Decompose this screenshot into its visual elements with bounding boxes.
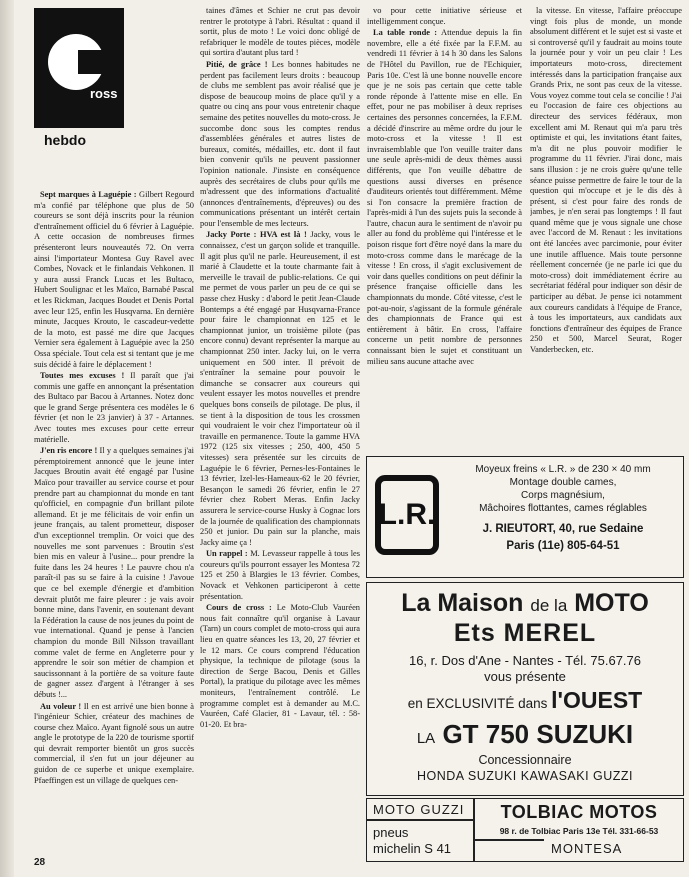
text-column-3	[367, 6, 522, 448]
paragraph-heading: Sept marques à Laguépie :	[40, 190, 137, 199]
ad2-headline	[367, 589, 683, 618]
article-paragraph	[34, 190, 194, 370]
paragraph-text: Il y a quelques semaines j'ai péremptoirement annoncé que le jeune inter Jacques Broutin avait été engagé par l'usine Maïco pour travailler au service course et pour prendre part au championnat du monde en tant qu'officiel, en compagnie d'un brillant pilote allemand. Et je me félicitais de voir enfin un jeune français, au talent prometteur, disposer d'un exceptionnel tremplin. Or voici que des nouvelles me sont parvenues : Broutin s'est bien mis en valeur à l'usine... pour prendre la fuite dans les 24 heures ! Le pauvre chou n'a paraît-il pas su se faire à la cuisine ! J'avoue que ce bel exemple d'énergie et d'ambition devrait plutôt me faire pleurer : je vais avoir bonne mine, dans l'avenir, en soutenant devant la Fédération la cause de nos jeunes du point de vue international. Quand je pense à l'ancien champion du monde Bill Nilsson travaillant comme valet de ferme en Angleterre pour y apprendre le soir son métier de champion et saucissonnant à la portière de sa voiture faute de gagner assez d'argent à l'étranger à ses débuts !...	[34, 446, 194, 699]
ad-lr-brakes	[366, 456, 684, 578]
paragraph-heading: Pitié, de grâce !	[206, 59, 268, 69]
article-paragraph	[200, 603, 360, 730]
page-number: 28	[34, 857, 46, 868]
ad2-gt-suzuki: GT 750 SUZUKI	[442, 719, 634, 749]
paragraph-heading: Au voleur !	[40, 701, 82, 711]
paragraph-text: Gilbert Regourd m'a confié par téléphone que plus de 50 coureurs se sont déjà inscrits pour la réunion d'entraînement officiel du 6 février à Laguépie. A cette occasion de nombreuses firmes présenteront leurs nouveautés 72. On verra ainsi l'importateur Montesa Guy Ravel avec Combes, Novack et le finlandais Vehkonen. Il y aura aussi Franck Lucas et les Bultaco, Hubert Soulignac et les Maïco, Barnabé Pascal et les Rickman, Jacques Boudet et Denis Portal avec leur 125, enfin les Husqvarna. En dernière minute, Jacques Krouto, le cascadeur-vedette de la moto, est passé me dire que Jacques Vernier sera également à Laguépie avec la 250 Ossa spéciale. Tout cela est si tentant que je me suis décidé à faire le déplacement !	[34, 190, 194, 369]
paragraph-heading: La table ronde :	[373, 28, 438, 38]
ad1-line-4: Mâchoires flottantes, cames réglables	[479, 503, 647, 514]
paragraph-text: la vitesse. En vitesse, l'affaire préoccupe vingt fois plus de monde, un monde absolument différent et le sujet est si vaste et si controversé qu'il y faudrait au moins toute la journée pour y voir un peu clair ! Les importateurs moto-cross, directement intéressés dans la participation française aux Grands Prix, ne sont pas ceux de la vitesse. Vous voyez comme tout cela se concilie ! J'ai eu l'occasion de faire ces objections au directeur des services fédéraux, mon excellent ami M. Renaut qui m'a paru très optimiste et qui, les invitations étant faites, m'a dit ne plus pouvoir modifier le programme du 11 février. J'irai donc, mais sans illusion : je ne crois guère qu'une telle séance puisse permettre de faire le tour de la question qui m'occupe et je le dis dès à présent, si c'est pour faire des ronds de jambes, je n'en serai pas longtemps ! Il faut quand même que je vous signale une chose avec l'accord de M. Renaut : les invitations ont été lancées avec parcimonie, pour éviter une inutile affluence. Mais toute personne réellement concernée (je ne parle ici que du moto-cross) doit immédiatement écrire au secrétariat fédéral pour indiquer son désir de participer au débat. Je pense ici notamment aux coureurs candidats à l'équipe de France, à tous les importateurs, aux candidats aux fonctions d'entraîneur des équipes de France 250 et 500, Marcel Seurat, Roger Vanderbecken, etc.	[530, 6, 682, 354]
paragraph-text: Les bonnes habitudes ne perdent pas facilement leurs droits : beaucoup de clubs me semblent pas avoir réalisé que je dispose de beaucoup moins de place qu'il y a quatre ou cinq ans pour vous entretenir chaque semaine des petites nouvelles du moto-cross. Je succombe donc sous les comptes rendus d'assemblées générales et autres listes de bureaux, comités, médailles, etc. dont il faut bien convenir qu'ils ne peuvent passionner l'opinion nationale. J'insiste en conséquence auprès des secrétaires de clubs pour qu'ils me m'adressent que des informations d'actualité (annonces d'entraînements, d'épreuves) ou des communications présentant un intérêt certain pour l'ensemble de mes lecteurs.	[200, 59, 360, 228]
paragraph-text: M. Levasseur rappelle à tous les coureurs qu'ils pourront essayer les Montesa 72 125 et 250 à Blargies le 13 février. Combes, Novack et Vehkonen participeront à cette présentation.	[200, 549, 360, 601]
ad3-tolbiac-address: 98 r. de Tolbiac Paris 13e Tél. 331-66-53	[499, 826, 659, 836]
ad1-address: J. RIEUTORT, 40, rue Sedaine	[482, 523, 644, 535]
ad2-en-exclusivite: en EXCLUSIVITÉ dans	[407, 696, 548, 711]
ad3-michelin: michelin S 41	[373, 841, 452, 856]
ad3-moto-guzzi: MOTO GUZZI	[373, 802, 465, 817]
logo-black-block	[34, 8, 124, 128]
paragraph-heading: Cours de cross :	[206, 603, 272, 613]
ad2-moto: MOTO	[574, 589, 649, 617]
ad2-presente: vous présente	[484, 669, 566, 684]
ad1-line-1: Moyeux freins « L.R. » de 230 × 40 mm	[475, 464, 651, 475]
paragraph-text: Le Moto-Club Vauréen nous fait connaître qu'il organise à Lavaur (Tarn) un cours complet de moto-cross qui aura lieu en quatre séances les 13, 20, 27 février et le 12 mars. Ce cours comprend l'éducation physique, la technique de pilotage (sous la direction de Serge Bacou, Denis et Gilles Portal), la pratique du pilotage avec les mêmes moniteurs, l'entraînement contrôlé. Le programme complet est à demander au M.C. Vauréen, Café Glacier, 81 - Lavaur, tél. : 58-01-20. Et bra-	[200, 603, 360, 729]
article-paragraph	[34, 446, 194, 700]
logo-ross-text: ross	[90, 86, 118, 101]
ad3-left-panel	[367, 799, 473, 861]
ad2-brands: HONDA SUZUKI KAWASAKI GUZZI	[416, 769, 634, 783]
ad3-divider-v	[473, 799, 475, 861]
paragraph-heading: Un rappel :	[206, 549, 248, 559]
paragraph-text: Il en est arrivé une bien bonne à l'ingénieur Schier, créateur des machines de course chez Maïco. Ayant fignolé sous un autre angle le prototype de la 220 de tourisme sportif qui devrait remporter bientôt un gros succès commercial, il s'en fut un jour déjeuner au guidon de ce superbe et unique exemplaire. Pfaeffingen est un village de quelques cen-	[34, 701, 194, 785]
ad1-line-3: Corps magnésium,	[521, 490, 605, 501]
paragraph-heading: J'en ris encore !	[40, 446, 98, 456]
paragraph-text: Il paraît que j'ai commis une gaffe en annonçant la présentation des Bultaco par Bacou à Artannes. Notez donc que le grand Serge présentera ces modèles le 6 février (et non le 23 janvier) à 37 - Artannes. Avec toutes mes excuses pour cette erreur matérielle.	[34, 371, 194, 444]
ad3-divider-h2	[474, 839, 544, 841]
page-binding-shadow	[0, 0, 14, 877]
ad1-text-block	[447, 463, 679, 553]
text-column-1	[34, 190, 194, 855]
ad3-pneus: pneus	[373, 825, 409, 840]
ad2-gt750	[367, 719, 683, 750]
text-column-4	[530, 6, 682, 448]
article-paragraph	[367, 6, 522, 27]
text-column-2	[200, 6, 360, 856]
article-paragraph	[200, 549, 360, 602]
ad2-la-maison: La Maison	[401, 589, 524, 617]
ad1-line-2: Montage double cames,	[509, 477, 617, 488]
ad3-montesa: MONTESA	[551, 841, 623, 856]
logo-hebdo-text: hebdo	[44, 132, 86, 148]
article-paragraph	[200, 230, 360, 548]
ad2-la: LA	[416, 730, 436, 747]
ad2-de-la: de la	[530, 596, 568, 615]
paragraph-text: Jacky, vous le connaissez, c'est un garçon solide et tranquille. Il agit plus qu'il ne parle. Heureusement, il est marié à Claudette et la toute charmante fait à merveille le travail de public-relations. Ce qui me permet de vous parler un peu de ce qui se passe chez Husky : d'abord le petit Jean-Claude Bontemps a été engagé par Husqvarna-France pour faire le championnat en 125 et le championnat junior, un troisième pilote (pas encore connu) devant représenter la marque au championnat 250 inter. Jacky lui, on le verra uniquement en 500 inter. Il prévoit de s'entraîner la semaine pour pouvoir le dimanche se consacrer aux coureurs qui veulent essayer les motos nouvelles et prendre quelques bons conseils de pilotage. De plus, il se tient à la disposition de tous les crossmen qui voudraient le voir chez l'importateur où il travaille en permanence. Toute la gamme HVA 1972 (125 six vitesses ; 250, 400, 450 5 vitesses) sera présentée sur les circuits de Laguépie le 6 février, Pernes-les-Fontaines le 13 février, Izel-les-Hameaux-62 le 20 février, Besançon le samedi 26 février, enfin le 27 février chez Robert Meras. Enfin Jacky assurera le service-course Husky à Cognac lors de la journée de qualification des championnats 250 et junior. Du pain sur la planche, mais Jacky aime ça !	[200, 230, 360, 547]
paragraph-heading: Toutes mes excuses !	[40, 371, 125, 381]
article-paragraph	[200, 60, 360, 230]
lr-logo: L.R.	[375, 475, 439, 555]
ad1-phone: Paris (11e) 805-64-51	[506, 540, 620, 552]
logo-c-cutout	[78, 50, 108, 74]
cross-hebdo-logo	[34, 8, 124, 182]
paragraph-heading: Jacky Porte : HVA est là !	[206, 230, 307, 240]
ad2-exclusivite	[367, 687, 683, 714]
ad3-tolbiac-title: TOLBIAC MOTOS	[500, 802, 658, 822]
paragraph-text: Attendue depuis la fin novembre, elle a été fixée par la F.F.M. au vendredi 11 février à 14 h 30 dans les Salons de l'Hôtel du Pavillon, rue de l'Echiquier, Paris 10e. C'est là une bonne nouvelle encore que je ne sois pas certain que cette table ronde réponde à l'attente mise en elle. En effet, pour ne pas mobiliser à deux reprises certaines des personnes concernées, la F.F.M. a décidé d'inscrire au même ordre du jour le moto-cross et la vitesse ! Il est invraisemblable que l'on veuille traiter dans une seule après-midi de deux thèmes aussi différents, que l'on veuille débattre de questions aussi diverses en présence d'auditeurs orientés tout différemment. Même si l'on consacre la première fraction de l'après-midi à l'un des sujets puis la seconde à l'autre, chacun aura le sentiment de n'avoir pu aller au fond du problème qui l'intéresse et le poison risque fort d'être noyé dans la mare du moto-cross comme dans le marécage de la vitesse ! En cross, il s'agit exclusivement de voir dans quelles conditions on peut définir la présence française officielle dans les championnats du monde. Côté vitesse, c'est le pot-au-noir, s'agissant de la formule générale des championnats de France qui est entièrement à bâtir. En cross, l'affaire concerne un petit nombre de personnes connaissant bien le sujet et constituant un milieu sans aucune attache avec	[367, 28, 522, 366]
paragraph-text: vo pour cette initiative sérieuse et intelligemment conçue.	[367, 6, 522, 26]
article-paragraph	[34, 371, 194, 445]
paragraph-text: taines d'âmes et Schier ne crut pas devoir rentrer le prototype à l'abri. Résultat : quand il sortit, plus de moto ! Le voici donc obligé de refabriquer le modèle de toutes pièces, modèle qui sortira d'autant plus tard !	[200, 6, 360, 58]
ad2-concessionnaire: Concessionnaire	[478, 753, 572, 767]
article-paragraph	[530, 6, 682, 356]
ad-maison-moto-merel	[366, 582, 684, 796]
ad2-ets-merel: Ets MEREL	[453, 619, 597, 647]
article-paragraph	[200, 6, 360, 59]
ad3-divider-h	[367, 819, 473, 821]
ad-tolbiac-motos	[366, 798, 684, 862]
article-paragraph	[34, 702, 194, 787]
article-paragraph	[367, 28, 522, 367]
ad2-ouest: l'OUEST	[551, 687, 643, 713]
ad2-address: 16, r. Dos d'Ane - Nantes - Tél. 75.67.76	[408, 653, 642, 668]
